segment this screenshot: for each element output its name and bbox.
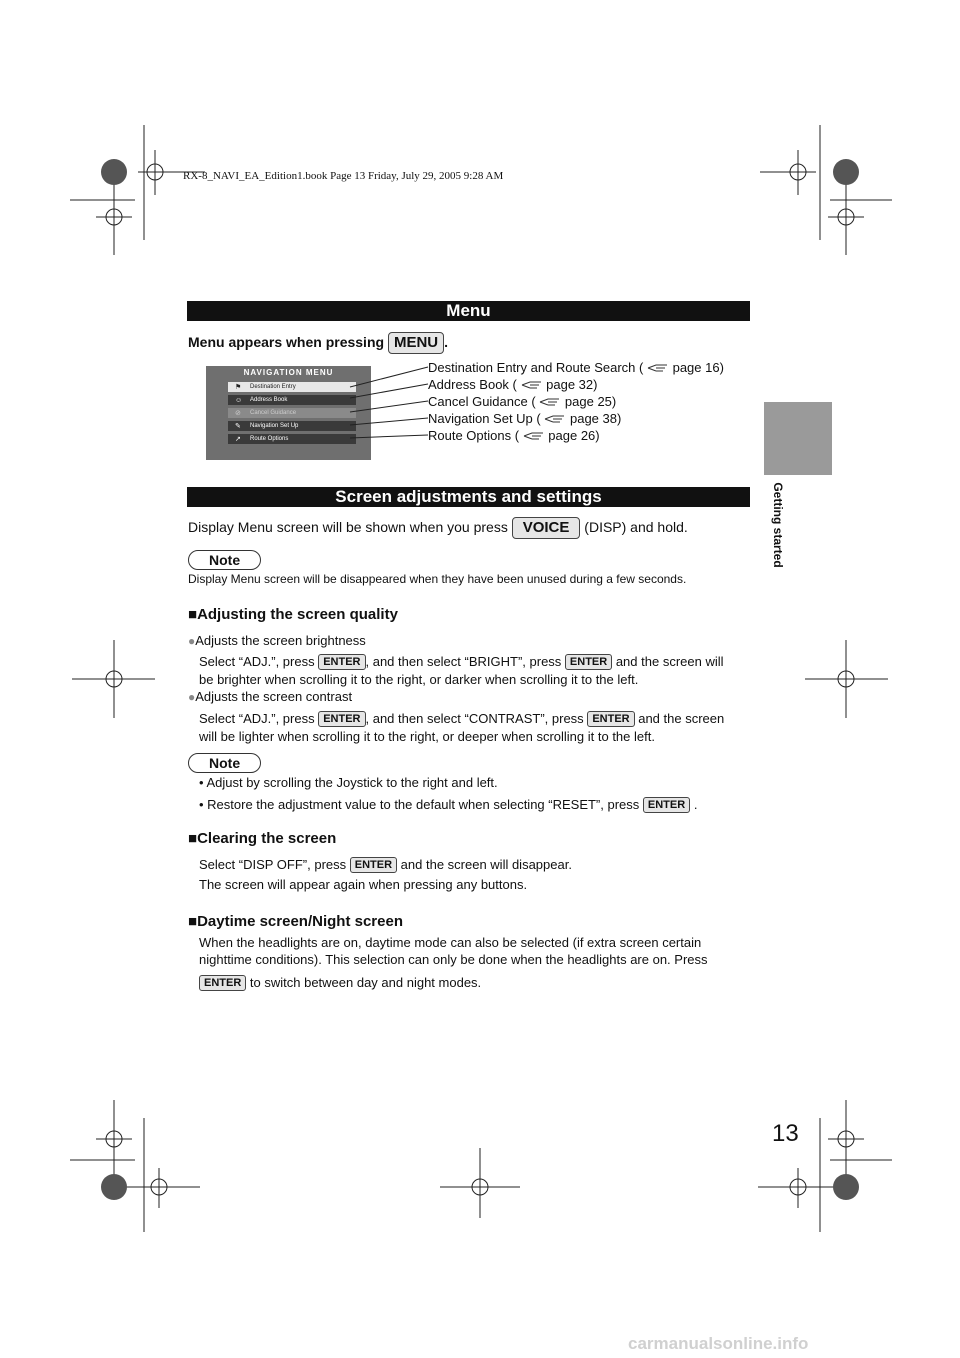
callout-lines: [340, 360, 440, 450]
note2-badge: [188, 753, 261, 773]
note2-label: Note: [188, 753, 261, 773]
callout-page: page 38): [569, 411, 622, 426]
callout-page: page 25): [564, 394, 617, 409]
nav-item-label: Navigation Set Up: [250, 423, 299, 429]
nav-item-label: Address Book: [250, 397, 288, 403]
daynight-heading-text: Daytime screen/Night screen: [197, 913, 403, 930]
nav-item-destination-entry: [228, 382, 356, 392]
callout-cancel-guidance: [428, 394, 616, 410]
daynight-heading: [188, 913, 403, 930]
circle-bullet-icon: ●: [188, 634, 196, 648]
enter-key: ENTER: [643, 797, 690, 813]
callout-page: page 32): [546, 377, 598, 392]
contrast-line-2: will be lighter when scrolling it to the right, or deeper when scrolling it to the left.: [199, 729, 655, 744]
menu-intro-suffix: .: [444, 334, 449, 350]
enter-key: ENTER: [318, 654, 365, 670]
brightness-text-c: and the screen will: [615, 654, 724, 669]
route-icon: ↗: [235, 436, 241, 443]
daynight-text-3: to switch between day and night modes.: [249, 975, 482, 990]
callout-text: Address Book (: [428, 377, 517, 392]
screen-intro-suffix: (DISP) and hold.: [584, 519, 688, 535]
pointing-hand-icon: [647, 363, 669, 373]
daynight-line-3: [199, 974, 481, 992]
pointing-hand-icon: [544, 414, 566, 424]
brightness-title-text: Adjusts the screen brightness: [195, 633, 366, 648]
contrast-text-a: Select “ADJ.”, press: [199, 711, 315, 726]
nav-menu-title: NAVIGATION MENU: [243, 368, 334, 377]
callout-page: page 16): [672, 360, 724, 375]
note2-item-1: • Adjust by scrolling the Joystick to the right and left.: [199, 775, 498, 790]
nav-item-label: Destination Entry: [250, 384, 296, 390]
contrast-line-1: [199, 710, 724, 728]
daynight-line-2: nighttime conditions). This selection can only be done when the headlights are on. Press: [199, 952, 708, 967]
clearing-text-a: Select “DISP OFF”, press: [199, 857, 347, 872]
watermark: carmanualsonline.info: [628, 1334, 809, 1353]
callout-text: Navigation Set Up (: [428, 411, 541, 426]
brightness-text-b: , and then select “BRIGHT”, press: [365, 654, 562, 669]
pointing-hand-icon: [523, 431, 545, 441]
brightness-title: [188, 632, 366, 650]
note2-item-2-text: • Restore the adjustment value to the default when selecting “RESET”, press: [199, 797, 640, 812]
enter-key: ENTER: [350, 857, 397, 873]
callout-page: page 26): [548, 428, 600, 443]
contrast-title-text: Adjusts the screen contrast: [195, 689, 353, 704]
screen-section-title: Screen adjustments and settings: [187, 487, 750, 507]
contrast-text-c: and the screen: [638, 711, 725, 726]
adjusting-heading-text: Adjusting the screen quality: [197, 606, 398, 623]
square-bullet-icon: ■: [188, 606, 198, 623]
menu-intro: [188, 332, 448, 354]
brightness-line-2: be brighter when scrolling it to the right, or darker when scrolling it to the left.: [199, 672, 639, 687]
wrench-icon: ✎: [235, 423, 241, 430]
callout-text: Destination Entry and Route Search (: [428, 360, 644, 375]
pointing-hand-icon: [539, 397, 561, 407]
section-tab-marker: [764, 402, 832, 475]
callout-text: Route Options (: [428, 428, 520, 443]
cancel-icon: ⊘: [235, 410, 241, 417]
menu-intro-text: Menu appears when pressing: [188, 334, 385, 350]
menu-section-title: Menu: [187, 301, 750, 321]
callout-route-options: [428, 428, 600, 444]
contrast-title: [188, 688, 352, 706]
circle-bullet-icon: ●: [188, 690, 196, 704]
menu-key: MENU: [388, 332, 444, 354]
print-file-info: RX-8_NAVI_EA_Edition1.book Page 13 Friday, July 29, 2005 9:28 AM: [183, 170, 504, 182]
screen-intro: [188, 517, 688, 539]
square-bullet-icon: ■: [188, 913, 198, 930]
nav-item-label: Cancel Guidance: [250, 410, 297, 416]
pointing-hand-icon: [521, 380, 543, 390]
nav-item-label: Route Options: [250, 436, 289, 442]
note-text: Display Menu screen will be disappeared when they have been unused during a few seconds.: [188, 572, 687, 586]
brightness-text-a: Select “ADJ.”, press: [199, 654, 315, 669]
note2-item-2: [199, 796, 697, 814]
section-tab-label: [768, 480, 790, 580]
screen-intro-text: Display Menu screen will be shown when you press: [188, 519, 508, 535]
adjusting-heading: [188, 606, 398, 623]
person-icon: ☺: [235, 397, 243, 404]
nav-item-route-options: [228, 434, 356, 444]
clearing-heading: [188, 830, 336, 847]
callout-text: Cancel Guidance (: [428, 394, 536, 409]
clearing-line-2: The screen will appear again when pressing any buttons.: [199, 877, 528, 892]
brightness-line-1: [199, 653, 724, 671]
note2-item-2-suffix: .: [693, 797, 698, 812]
nav-item-cancel-guidance: [228, 408, 356, 418]
nav-item-address-book: [228, 395, 356, 405]
callout-address-book: [428, 377, 597, 393]
clearing-text-b: and the screen will disappear.: [400, 857, 572, 872]
note-label: Note: [188, 550, 261, 570]
enter-key: ENTER: [199, 975, 246, 991]
callout-navigation-set-up: [428, 411, 621, 427]
contrast-text-b: , and then select “CONTRAST”, press: [365, 711, 584, 726]
enter-key: ENTER: [318, 711, 365, 727]
section-tab-text: Getting started: [771, 482, 785, 568]
enter-key: ENTER: [587, 711, 634, 727]
page-number: 13: [772, 1120, 799, 1147]
enter-key: ENTER: [565, 654, 612, 670]
clearing-line-1: [199, 856, 572, 874]
clearing-heading-text: Clearing the screen: [197, 830, 337, 847]
daynight-line-1: When the headlights are on, daytime mode can also be selected (if extra screen certain: [199, 935, 702, 950]
nav-item-navigation-set-up: [228, 421, 356, 431]
voice-key: VOICE: [512, 517, 581, 539]
callout-destination-entry: [428, 360, 724, 376]
flag-icon: ⚑: [235, 384, 242, 391]
square-bullet-icon: ■: [188, 830, 198, 847]
note-badge: [188, 550, 261, 570]
